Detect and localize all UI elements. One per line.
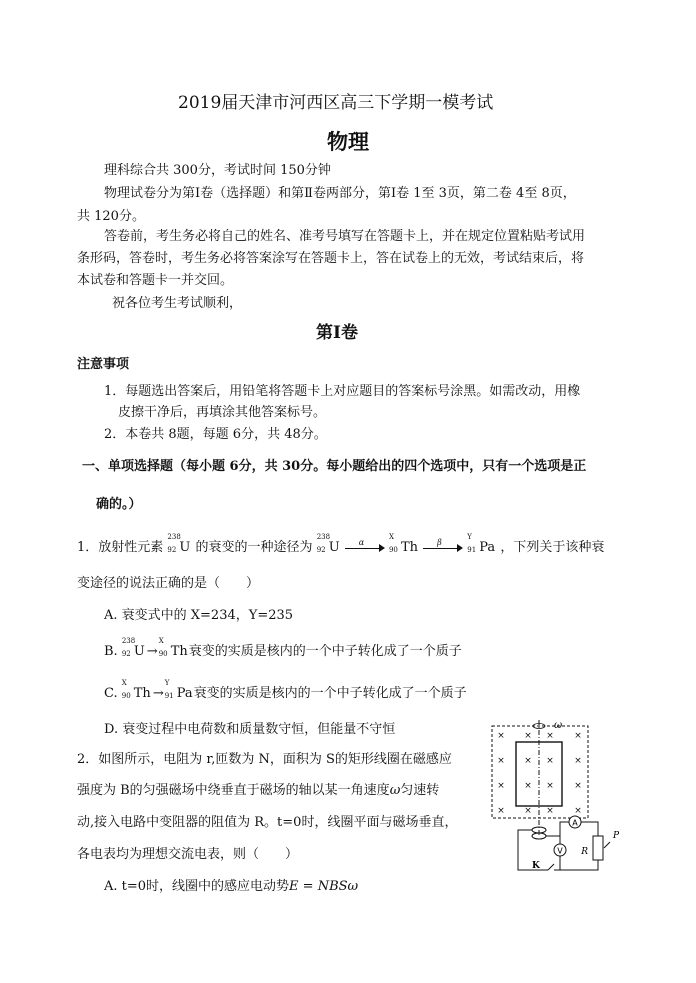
notes-title: 注意事项 (77, 357, 130, 372)
info-line: 共 120分。 (77, 209, 145, 224)
info-line: 本试卷和答题卡一并交回。 (77, 273, 234, 288)
q1-tail: ，下列关于该种衰 (500, 540, 605, 555)
question-2-line2: 强度为 B的匀强磁场中绕垂直于磁场的轴以某一角速度ω匀速转 (77, 783, 440, 798)
decay-arrow: → (146, 644, 158, 659)
slider-arrow (604, 842, 610, 848)
omega-label: ω (554, 720, 563, 731)
q2-option-a: A. t=0时，线圈中的感应电动势E = NBSω (104, 879, 359, 894)
q1-intro: 1．放射性元素 (77, 540, 164, 555)
svg-text:×: × (524, 756, 532, 766)
rheostat (593, 836, 603, 860)
nuclide-u238: 238 92 U (121, 637, 145, 659)
question-1-line2: 变途径的说法正确的是（ ） (77, 576, 260, 591)
wire (554, 860, 598, 870)
svg-text:×: × (497, 781, 505, 791)
info-line: 物理试卷分为第Ⅰ卷（选择题）和第Ⅱ卷两部分，第Ⅰ卷 1至 3页，第二卷 4至 8页， (104, 186, 576, 201)
q1-option-b: B. 238 92 U → X 90 Th衰变的实质是核内的一个中子转化成了一个质子 (104, 637, 462, 659)
note-item: 1．每题选出答案后，用铅笔将答题卡上对应题目的答案标号涂黑。如需改动，用橡 (104, 384, 581, 399)
question-1-stem (77, 533, 605, 555)
svg-text:V: V (557, 846, 563, 856)
beta-decay-arrow: β (423, 542, 463, 554)
svg-text:P: P (613, 831, 620, 841)
wire (546, 822, 570, 836)
svg-text:×: × (546, 781, 554, 791)
wish-line: 祝各位考生考试顺利， (112, 296, 243, 311)
question-2-line4: 各电表均为理想交流电表，则（ ） (77, 847, 299, 862)
emf-formula: E = NBSω (289, 879, 359, 894)
nuclide-pa: Y 91 Pa (467, 533, 496, 555)
q1-option-c: C. X 90 Th → Y 91 Pa衰变的实质是核内的一个中子转化成了一个质子 (104, 679, 467, 701)
svg-text:×: × (524, 731, 532, 741)
part-heading: 第Ⅰ卷 (316, 323, 358, 343)
alpha-decay-arrow: α (345, 542, 385, 554)
svg-text:×: × (574, 731, 582, 741)
nuclide-th: X 90 Th (121, 679, 151, 701)
section-heading: 一、单项选择题（每小题 6分，共 30分。每小题给出的四个选项中，只有一个选项是正 (82, 459, 587, 474)
q1-mid: 的衰变的一种途径为 (195, 540, 313, 555)
decay-arrow: → (152, 686, 164, 701)
q1-option-a: A. 衰变式中的 X=234，Y=235 (104, 608, 294, 623)
nuclide-pa: Y 91 Pa (164, 679, 193, 701)
nuclide-u238: 238 92 U (167, 533, 191, 555)
question-2-line3: 动,接入电路中变阻器的阻值为 R。t=0时，线圈平面与磁场垂直， (77, 815, 458, 830)
svg-text:×: × (524, 781, 532, 791)
info-line: 条形码，答卷时，考生务必将答案涂写在答题卡上，答在试卷上的无效，考试结束后，将 (77, 251, 585, 266)
note-item: 2．本卷共 8题，每题 6分，共 48分。 (104, 427, 327, 442)
wire (581, 822, 598, 836)
nuclide-u238: 238 92 U (316, 533, 340, 555)
svg-text:×: × (497, 756, 505, 766)
svg-text:R: R (581, 847, 588, 857)
subject-title: 物理 (327, 129, 369, 154)
info-line: 理科综合共 300分，考试时间 150分钟 (104, 163, 331, 178)
svg-text:×: × (497, 731, 505, 741)
q1-option-d: D. 衰变过程中电荷数和质量数守恒，但能量不守恒 (104, 722, 396, 737)
question-2-line1: 2．如图所示，电阻为 r,匝数为 N，面积为 S的矩形线圈在磁感应 (77, 752, 452, 767)
info-line: 答卷前，考生务必将自己的姓名、准考号填写在答题卡上，并在规定位置粘贴考试用 (104, 229, 586, 244)
section-heading: 确的。） (96, 497, 142, 512)
svg-text:×: × (574, 756, 582, 766)
switch (548, 864, 554, 870)
svg-text:×: × (546, 756, 554, 766)
nuclide-th: X 90 Th (158, 637, 188, 659)
nuclide-th: X 90 Th (388, 533, 418, 555)
svg-text:×: × (574, 781, 582, 791)
exam-title: 2019届天津市河西区高三下学期一模考试 (178, 93, 494, 113)
svg-text:×: × (546, 806, 554, 816)
svg-text:K: K (532, 861, 540, 871)
svg-text:×: × (574, 806, 582, 816)
svg-text:A: A (572, 818, 578, 828)
svg-text:×: × (524, 806, 532, 816)
svg-text:×: × (497, 806, 505, 816)
svg-text:×: × (546, 731, 554, 741)
note-item: 皮擦干净后，再填涂其他答案标号。 (118, 405, 327, 420)
coil-circuit-figure (488, 718, 618, 878)
omega-symbol: ω (389, 783, 401, 798)
